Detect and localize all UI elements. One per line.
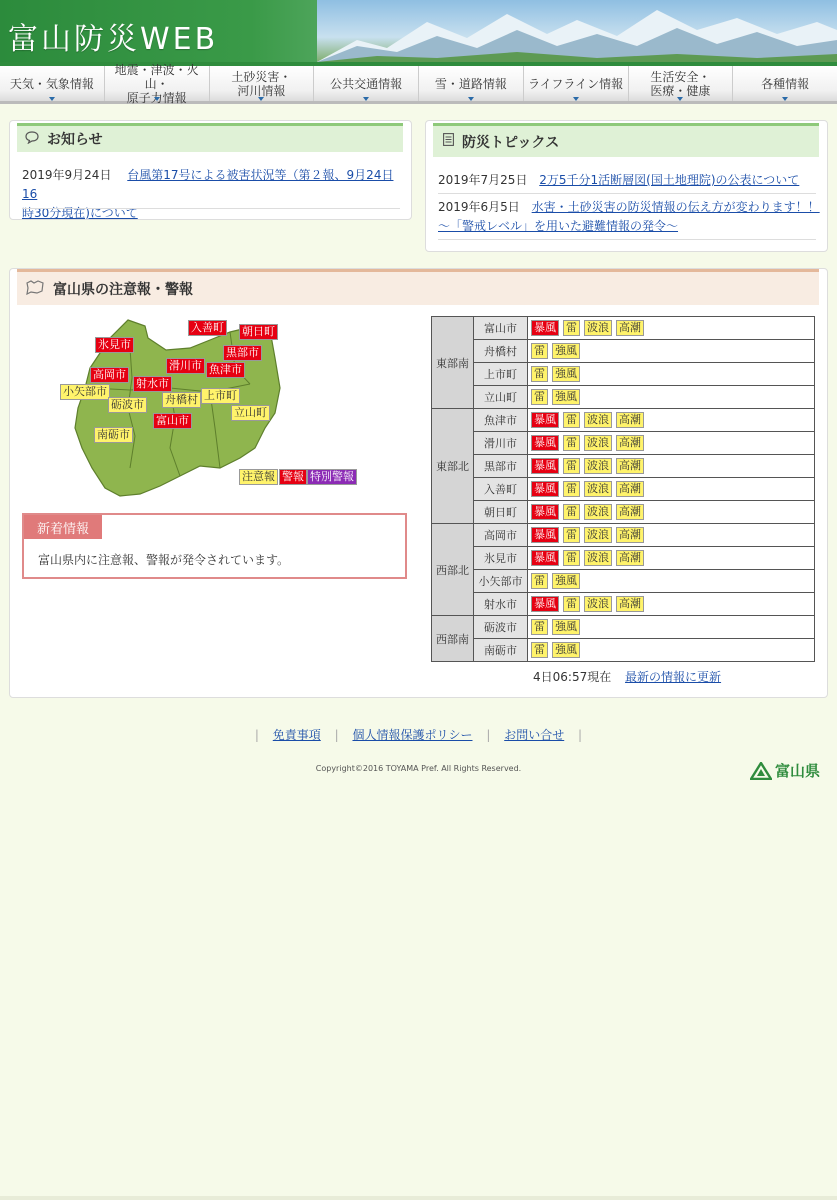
alert-chip: 高潮 (616, 596, 644, 612)
toyama-pref-logo[interactable] (750, 760, 820, 781)
warnings-table-row (432, 547, 815, 570)
map-label-oyabe[interactable]: 小矢部市 (60, 384, 110, 400)
region-cell: 東部北 (432, 409, 474, 524)
alerts-cell (528, 593, 815, 616)
alert-chip: 雷 (563, 412, 580, 428)
map-label-imizu[interactable]: 射水市 (133, 376, 172, 392)
map-label-takaoka[interactable]: 高岡市 (90, 367, 129, 383)
city-cell[interactable]: 黒部市 (474, 455, 528, 478)
nav-label (650, 70, 710, 98)
alert-chip: 波浪 (584, 550, 612, 566)
nav-misc[interactable] (733, 66, 837, 101)
alert-chip: 雷 (531, 389, 548, 405)
alerts-cell (528, 524, 815, 547)
warnings-table-row (432, 432, 815, 455)
topic-item (438, 171, 823, 190)
chevron-down-icon (363, 97, 369, 101)
alerts-cell (528, 570, 815, 593)
global-nav (0, 62, 837, 105)
alert-chip: 雷 (563, 550, 580, 566)
alert-chip: 高潮 (616, 435, 644, 451)
nav-label: 公共交通情報 (330, 76, 403, 91)
footer-separator: | (334, 728, 339, 742)
copyright: Copyright©2016 TOYAMA Pref. All Rights Reserved. (315, 764, 522, 773)
nav-label: 雪・道路情報 (434, 76, 507, 91)
city-cell[interactable]: 上市町 (474, 363, 528, 386)
alert-chip: 暴風 (531, 481, 559, 497)
legend-special-warning: 特別警報 (307, 469, 357, 485)
topic-item (438, 198, 823, 236)
city-cell[interactable]: 入善町 (474, 478, 528, 501)
topics-title: 防災トピックス (462, 134, 560, 151)
warnings-table-row (432, 501, 815, 524)
alert-chip: 波浪 (584, 527, 612, 543)
alert-chip: 強風 (552, 343, 580, 359)
topic-divider (438, 193, 816, 194)
map-label-kurobe[interactable]: 黒部市 (223, 345, 262, 361)
map-label-tonami[interactable]: 砺波市 (108, 397, 147, 413)
footer-separator: | (254, 728, 259, 742)
alerts-cell (528, 478, 815, 501)
alerts-cell (528, 432, 815, 455)
alerts-cell (528, 317, 815, 340)
map-label-namerikawa[interactable]: 滑川市 (166, 358, 205, 374)
warnings-table-row (432, 616, 815, 639)
nav-label-line: 土砂災害・ (231, 69, 292, 84)
warnings-table-row (432, 524, 815, 547)
city-cell[interactable]: 立山町 (474, 386, 528, 409)
topic-link-line: 〜「警戒レベル」を用いた避難情報の発令〜 (438, 219, 679, 233)
city-cell[interactable]: 高岡市 (474, 524, 528, 547)
alert-chip: 強風 (552, 573, 580, 589)
map-label-funahashi[interactable]: 舟橋村 (162, 392, 201, 408)
region-cell: 西部北 (432, 524, 474, 616)
alerts-cell (528, 616, 815, 639)
chevron-down-icon (468, 97, 474, 101)
alert-chip: 暴風 (531, 527, 559, 543)
warnings-table-row (432, 478, 815, 501)
map-label-uozu[interactable]: 魚津市 (206, 362, 245, 378)
alerts-cell (528, 501, 815, 524)
toyama-emblem-icon (750, 762, 772, 780)
map-label-himi[interactable]: 氷見市 (95, 337, 134, 353)
nav-label (231, 70, 291, 98)
alerts-cell (528, 547, 815, 570)
map-label-nanto[interactable]: 南砺市 (94, 427, 133, 443)
warnings-table-row (432, 340, 815, 363)
map-label-asahi[interactable]: 朝日町 (239, 324, 278, 340)
newinfo-box (22, 513, 407, 579)
nav-label-line: 原子力情報 (126, 90, 187, 105)
alert-chip: 高潮 (616, 412, 644, 428)
alert-chip: 暴風 (531, 435, 559, 451)
newinfo-tag: 新着情報 (24, 515, 102, 539)
topics-header (433, 123, 819, 157)
region-cell: 東部南 (432, 317, 474, 409)
region-cell: 西部南 (432, 616, 474, 662)
footer-links (0, 726, 837, 743)
alert-chip: 強風 (552, 389, 580, 405)
nav-safety-health[interactable] (629, 66, 734, 101)
topic-date: 2019年7月25日 (438, 173, 528, 187)
nav-label-line: 地震・津波・火山・ (114, 62, 199, 91)
city-cell[interactable]: 砺波市 (474, 616, 528, 639)
chevron-down-icon (677, 97, 683, 101)
nav-label-line: 河川情報 (237, 83, 286, 98)
document-icon (443, 133, 454, 150)
alert-chip: 雷 (563, 504, 580, 520)
nav-label: 各種情報 (761, 76, 810, 91)
alert-chip: 暴風 (531, 596, 559, 612)
alert-chip: 波浪 (584, 320, 612, 336)
notice-header (17, 123, 403, 152)
nav-label-line: 生活安全・ (650, 69, 711, 84)
nav-landslide[interactable] (210, 66, 315, 101)
footer-separator: | (578, 728, 583, 742)
alerts-cell (528, 386, 815, 409)
map-label-toyama[interactable]: 富山市 (153, 413, 192, 429)
alert-chip: 強風 (552, 642, 580, 658)
warnings-timestamp-row (533, 668, 721, 685)
alert-chip: 暴風 (531, 320, 559, 336)
warnings-header (17, 269, 819, 305)
alert-chip: 雷 (531, 642, 548, 658)
alert-chip: 雷 (531, 573, 548, 589)
city-cell[interactable]: 滑川市 (474, 432, 528, 455)
warnings-table-row (432, 409, 815, 432)
notice-date: 2019年9月24日 (22, 168, 112, 182)
alert-chip: 雷 (563, 458, 580, 474)
refresh-link[interactable]: 最新の情報に更新 (625, 670, 722, 684)
warnings-timestamp: 4日06:57現在 (533, 670, 612, 684)
alert-chip: 雷 (563, 481, 580, 497)
alert-chip: 雷 (531, 366, 548, 382)
footer-link-contact[interactable]: お問い合せ (504, 728, 565, 742)
alert-chip: 暴風 (531, 412, 559, 428)
warnings-title: 富山県の注意報・警報 (53, 281, 193, 298)
chevron-down-icon (782, 97, 788, 101)
alert-chip: 波浪 (584, 596, 612, 612)
nav-label-line: 医療・健康 (650, 83, 711, 98)
city-cell[interactable]: 射水市 (474, 593, 528, 616)
alerts-cell (528, 639, 815, 662)
warnings-table-row (432, 593, 815, 616)
alerts-cell (528, 409, 815, 432)
nav-lifeline[interactable] (524, 66, 629, 101)
alert-chip: 雷 (531, 343, 548, 359)
alert-chip: 波浪 (584, 435, 612, 451)
city-cell[interactable]: 小矢部市 (474, 570, 528, 593)
notice-divider (22, 208, 400, 209)
newinfo-text: 富山県内に注意報、警報が発令されています。 (38, 553, 290, 567)
nav-transport[interactable] (314, 66, 419, 101)
warnings-table-row (432, 317, 815, 340)
alert-chip: 暴風 (531, 458, 559, 474)
footer-separator: | (486, 728, 491, 742)
toyama-map-icon (25, 279, 45, 299)
warnings-table-row (432, 639, 815, 662)
chevron-down-icon (258, 97, 264, 101)
alert-chip: 雷 (563, 596, 580, 612)
alerts-cell (528, 340, 815, 363)
topic-date: 2019年6月5日 (438, 200, 520, 214)
alert-chip: 暴風 (531, 504, 559, 520)
alert-chip: 高潮 (616, 458, 644, 474)
alert-chip: 波浪 (584, 481, 612, 497)
city-cell[interactable]: 富山市 (474, 317, 528, 340)
legend-advisory: 注意報 (239, 469, 278, 485)
alert-chip: 強風 (552, 366, 580, 382)
site-logo[interactable]: 富山防災WEB (8, 22, 219, 57)
warnings-table-row (432, 363, 815, 386)
notice-item (22, 166, 402, 223)
notice-title: お知らせ (47, 132, 103, 148)
warnings-table (431, 316, 815, 662)
city-cell[interactable]: 舟橋村 (474, 340, 528, 363)
page-bottom-bar (0, 1196, 837, 1200)
topic-link-line: 水害・土砂災害の防災情報の伝え方が変わります！！ (531, 200, 820, 214)
alert-chip: 雷 (563, 320, 580, 336)
topic-divider (438, 239, 816, 240)
alert-chip: 高潮 (616, 504, 644, 520)
topic-link[interactable]: 2万5千分1活断層図(国土地理院)の公表について (539, 173, 800, 187)
warnings-table-row (432, 386, 815, 409)
site-header (0, 0, 837, 62)
nav-label: ライフライン情報 (528, 76, 624, 91)
footer-link-disclaimer[interactable]: 免責事項 (272, 728, 321, 742)
speech-bubble-icon (25, 131, 39, 148)
alert-chip: 高潮 (616, 527, 644, 543)
alert-chip: 高潮 (616, 550, 644, 566)
map-label-kamiichi[interactable]: 上市町 (201, 388, 240, 404)
chevron-down-icon (49, 97, 55, 101)
legend-warning: 警報 (279, 469, 307, 485)
alert-chip: 波浪 (584, 458, 612, 474)
nav-weather[interactable] (0, 66, 105, 101)
map-label-nyuzen[interactable]: 入善町 (188, 320, 227, 336)
alerts-cell (528, 363, 815, 386)
alert-chip: 高潮 (616, 320, 644, 336)
warnings-table-row (432, 455, 815, 478)
city-cell[interactable]: 氷見市 (474, 547, 528, 570)
notice-link-line: 台風第17号による被害状況等（第２報、9月24日16 (22, 168, 394, 201)
warnings-table-row (432, 570, 815, 593)
map-label-tateyama[interactable]: 立山町 (231, 405, 270, 421)
alert-chip: 強風 (552, 619, 580, 635)
nav-earthquake[interactable] (105, 62, 210, 105)
alert-chip: 波浪 (584, 504, 612, 520)
alert-chip: 雷 (563, 435, 580, 451)
alert-chip: 雷 (563, 527, 580, 543)
mountain-illustration (317, 0, 837, 62)
chevron-down-icon (573, 97, 579, 101)
alert-chip: 暴風 (531, 550, 559, 566)
city-cell[interactable]: 南砺市 (474, 639, 528, 662)
alert-chip: 波浪 (584, 412, 612, 428)
city-cell[interactable]: 魚津市 (474, 409, 528, 432)
alert-chip: 高潮 (616, 481, 644, 497)
city-cell[interactable]: 朝日町 (474, 501, 528, 524)
nav-snow-road[interactable] (419, 66, 524, 101)
footer-link-privacy[interactable]: 個人情報保護ポリシー (352, 728, 473, 742)
notice-link-line: 時30分現在)について (22, 206, 138, 220)
toyama-pref-name: 富山県 (775, 762, 821, 780)
alerts-cell (528, 455, 815, 478)
alert-chip: 雷 (531, 619, 548, 635)
nav-label: 天気・気象情報 (9, 76, 94, 91)
chevron-down-icon (154, 97, 160, 101)
